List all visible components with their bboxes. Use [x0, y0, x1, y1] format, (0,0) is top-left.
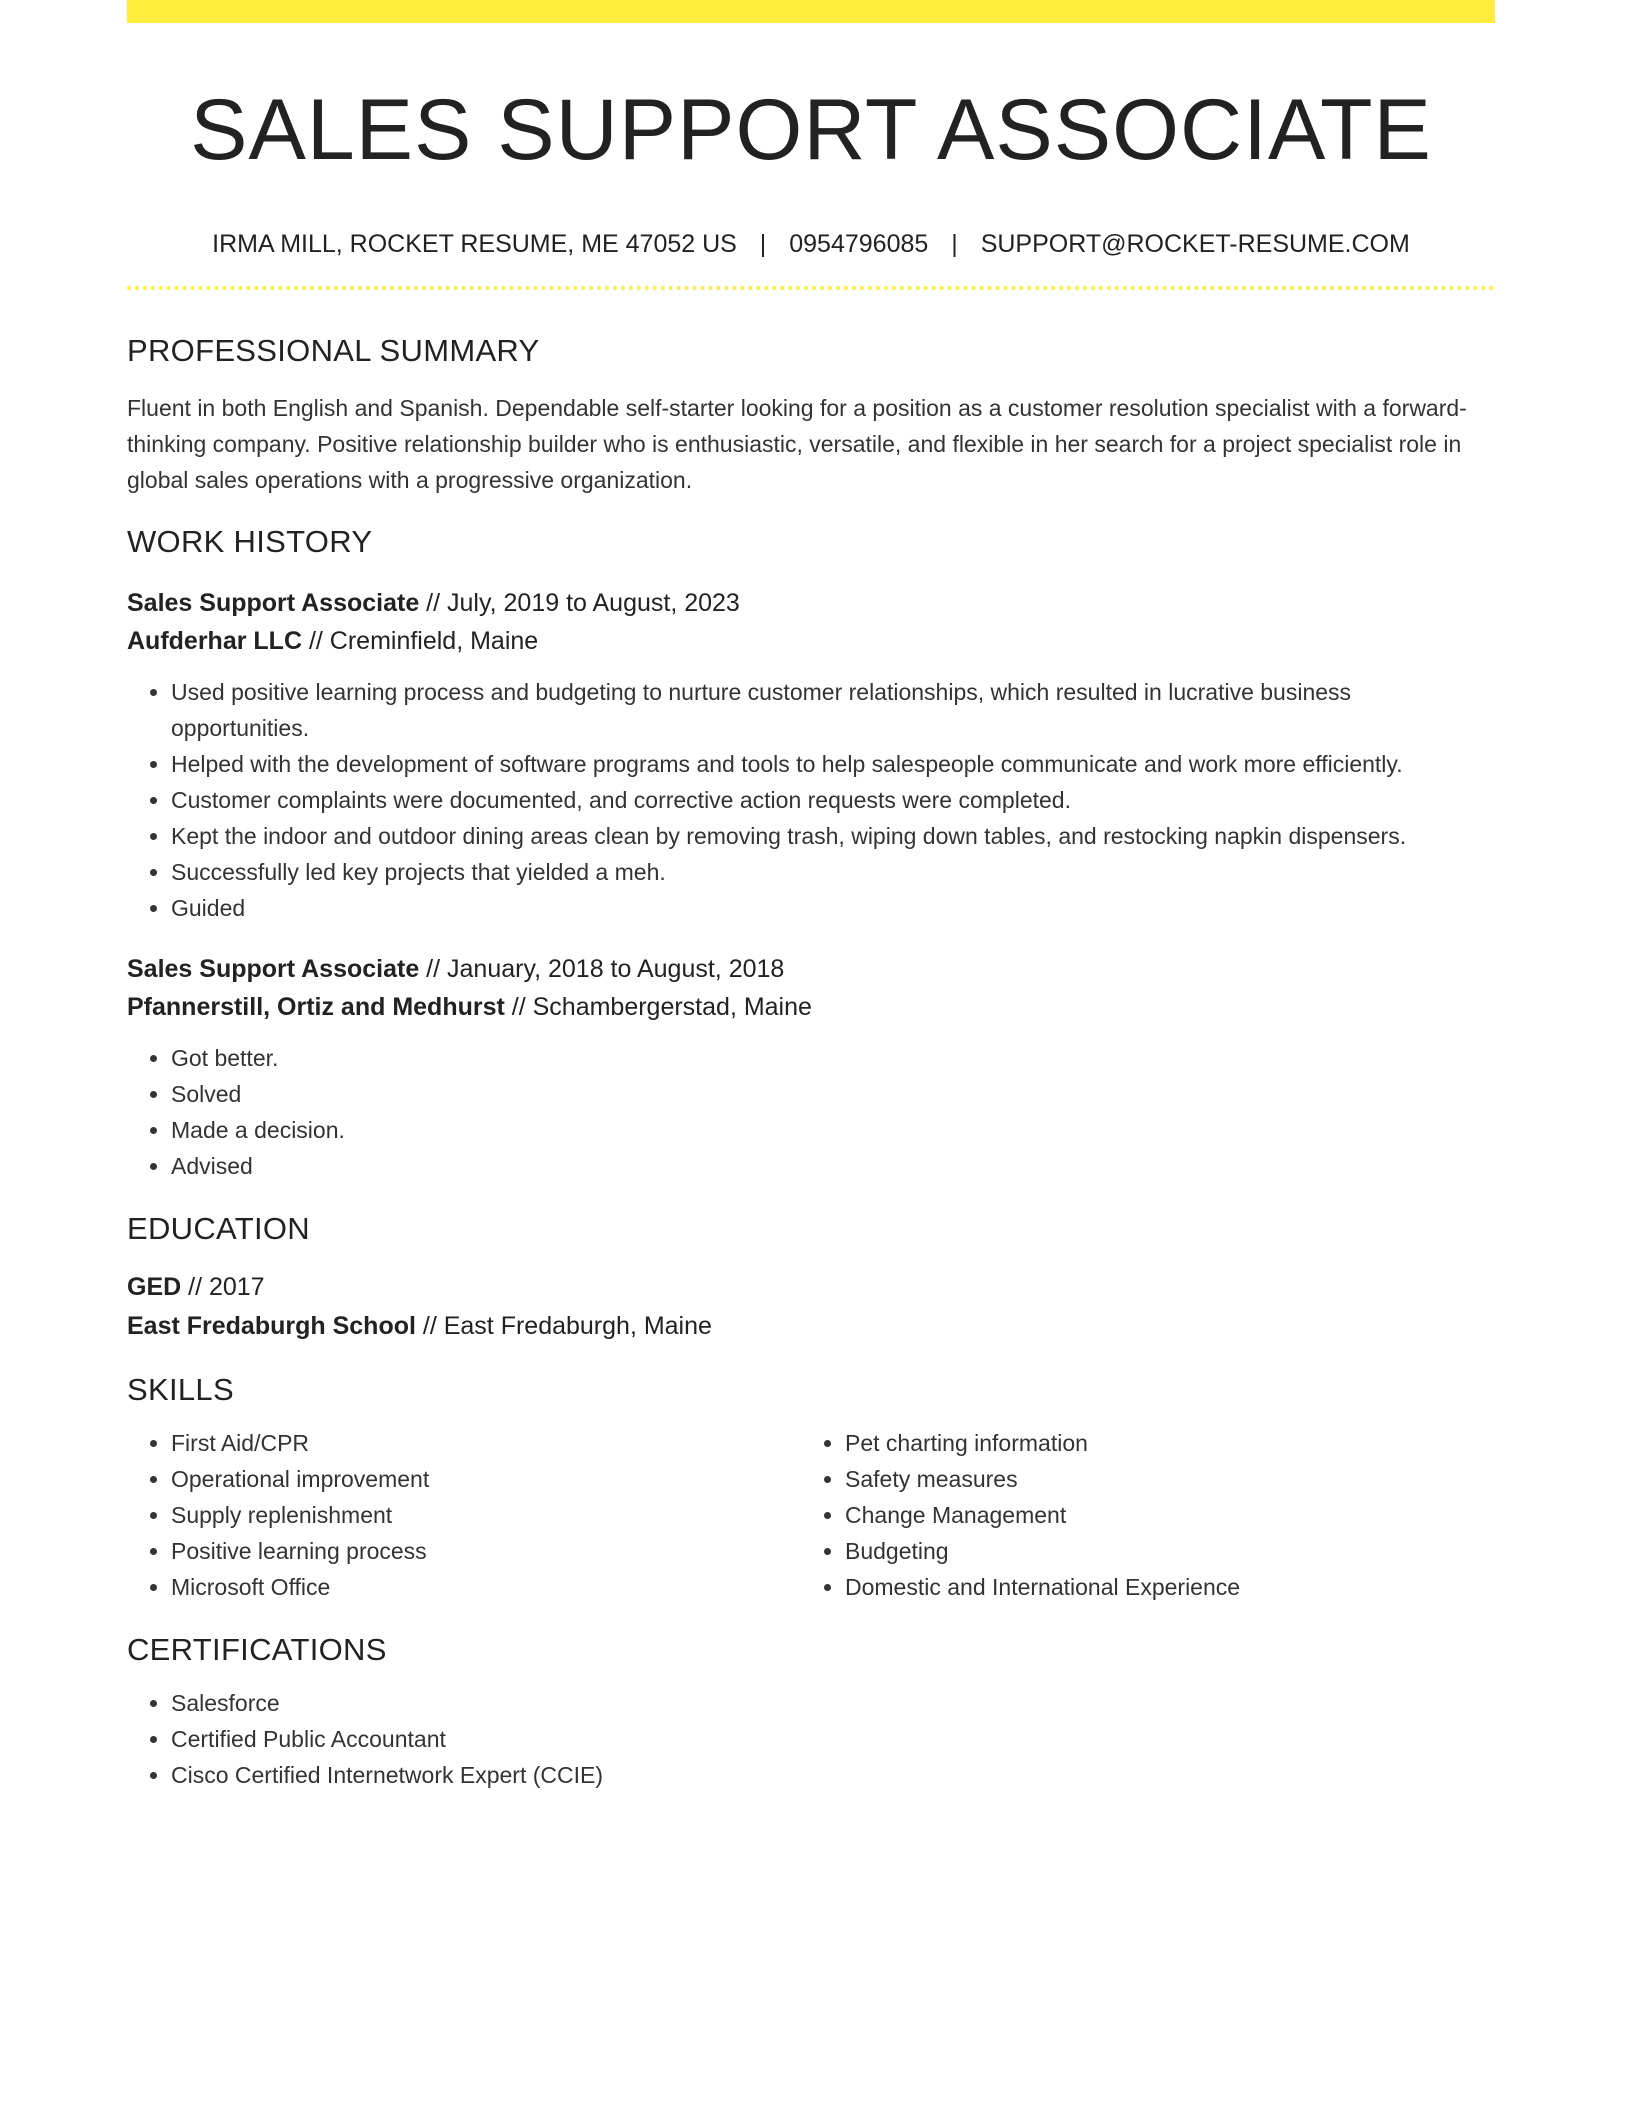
- skill-item: • Safety measures: [845, 1461, 1475, 1497]
- skill-item: • Domestic and International Experience: [845, 1569, 1475, 1605]
- education-school: East Fredaburgh School: [127, 1312, 416, 1340]
- certification-item: • Salesforce: [171, 1685, 1495, 1721]
- education-degree: GED: [127, 1273, 182, 1301]
- job-company-line: [127, 622, 1495, 660]
- skill-item: • Supply replenishment: [171, 1497, 801, 1533]
- skills-grid: [127, 1425, 1495, 1605]
- job-bullets: [127, 1040, 1495, 1184]
- certification-item: • Cisco Certified Internetwork Expert (CCIE): [171, 1757, 1495, 1793]
- education-degree-line: [127, 1268, 1495, 1307]
- job-dates: // July, 2019 to August, 2023: [419, 589, 740, 617]
- skills-column-right: [801, 1425, 1475, 1605]
- education-heading: EDUCATION: [127, 1211, 310, 1246]
- skill-item: • First Aid/CPR: [171, 1425, 801, 1461]
- contact-email: SUPPORT@ROCKET-RESUME.COM: [980, 230, 1410, 258]
- job-company: Pfannerstill, Ortiz and Medhurst: [127, 993, 505, 1021]
- job-entry: [127, 584, 1495, 926]
- education-school-line: [127, 1307, 1495, 1346]
- certification-item: • Certified Public Accountant: [171, 1721, 1495, 1757]
- resume-content: [127, 0, 1495, 1793]
- job-company: Aufderhar LLC: [127, 627, 302, 655]
- education-location: // East Fredaburgh, Maine: [415, 1312, 712, 1340]
- resume-title: SALES SUPPORT ASSOCIATE: [190, 82, 1432, 178]
- contact-line: [127, 229, 1495, 259]
- dotted-divider: [127, 286, 1495, 290]
- contact-separator: |: [951, 230, 958, 258]
- job-company-line: [127, 988, 1495, 1026]
- job-title-line: [127, 584, 1495, 622]
- job-dates: // January, 2018 to August, 2018: [419, 955, 785, 983]
- job-bullet: • Got better.: [171, 1040, 1495, 1076]
- contact-separator: |: [759, 230, 767, 258]
- job-bullet: • Kept the indoor and outdoor dining areas clean by removing trash, wiping down tables, and restocking napkin dispensers.: [171, 818, 1495, 854]
- job-role: Sales Support Associate: [127, 589, 420, 617]
- contact-address: IRMA MILL, ROCKET RESUME, ME 47052 US: [212, 230, 737, 258]
- job-location: // Schambergerstad, Maine: [504, 993, 812, 1021]
- job-bullet: • Successfully led key projects that yielded a meh.: [171, 854, 1495, 890]
- skill-item: • Change Management: [845, 1497, 1475, 1533]
- job-bullet: • Helped with the development of software programs and tools to help salespeople communicate and work more efficiently.: [171, 746, 1495, 782]
- job-bullet: • Advised: [171, 1148, 1495, 1184]
- job-bullet: • Customer complaints were documented, and corrective action requests were completed.: [171, 782, 1495, 818]
- contact-phone: 0954796085: [789, 230, 929, 258]
- summary-text: Fluent in both English and Spanish. Dependable self-starter looking for a position as a customer resolution specialist with a forward-thinking company. Positive relationship builder who is enthusiastic, versatile, and flexible in her search for a project specialist role in global sales operations with a progressive organization.: [127, 395, 1467, 493]
- certifications-list: [127, 1685, 1495, 1793]
- skill-item: • Budgeting: [845, 1533, 1475, 1569]
- summary-heading: PROFESSIONAL SUMMARY: [127, 333, 540, 368]
- job-title-line: [127, 950, 1495, 988]
- certifications-heading: CERTIFICATIONS: [127, 1632, 387, 1667]
- skills-heading: SKILLS: [127, 1372, 234, 1407]
- skill-item: • Microsoft Office: [171, 1569, 801, 1605]
- job-role: Sales Support Associate: [127, 955, 420, 983]
- job-bullet: • Used positive learning process and budgeting to nurture customer relationships, which resulted in lucrative business opportunities.: [171, 674, 1495, 746]
- education-year: // 2017: [181, 1273, 265, 1301]
- job-entry: [127, 950, 1495, 1184]
- job-bullet: • Guided: [171, 890, 1495, 926]
- skills-column-left: [127, 1425, 801, 1605]
- education-entry: [127, 1268, 1495, 1346]
- skill-item: • Pet charting information: [845, 1425, 1475, 1461]
- job-bullet: • Solved: [171, 1076, 1495, 1112]
- job-bullets: [127, 674, 1495, 926]
- job-location: // Creminfield, Maine: [302, 627, 539, 655]
- skill-item: • Positive learning process: [171, 1533, 801, 1569]
- job-bullet: • Made a decision.: [171, 1112, 1495, 1148]
- work-history-heading: WORK HISTORY: [127, 524, 373, 559]
- skill-item: • Operational improvement: [171, 1461, 801, 1497]
